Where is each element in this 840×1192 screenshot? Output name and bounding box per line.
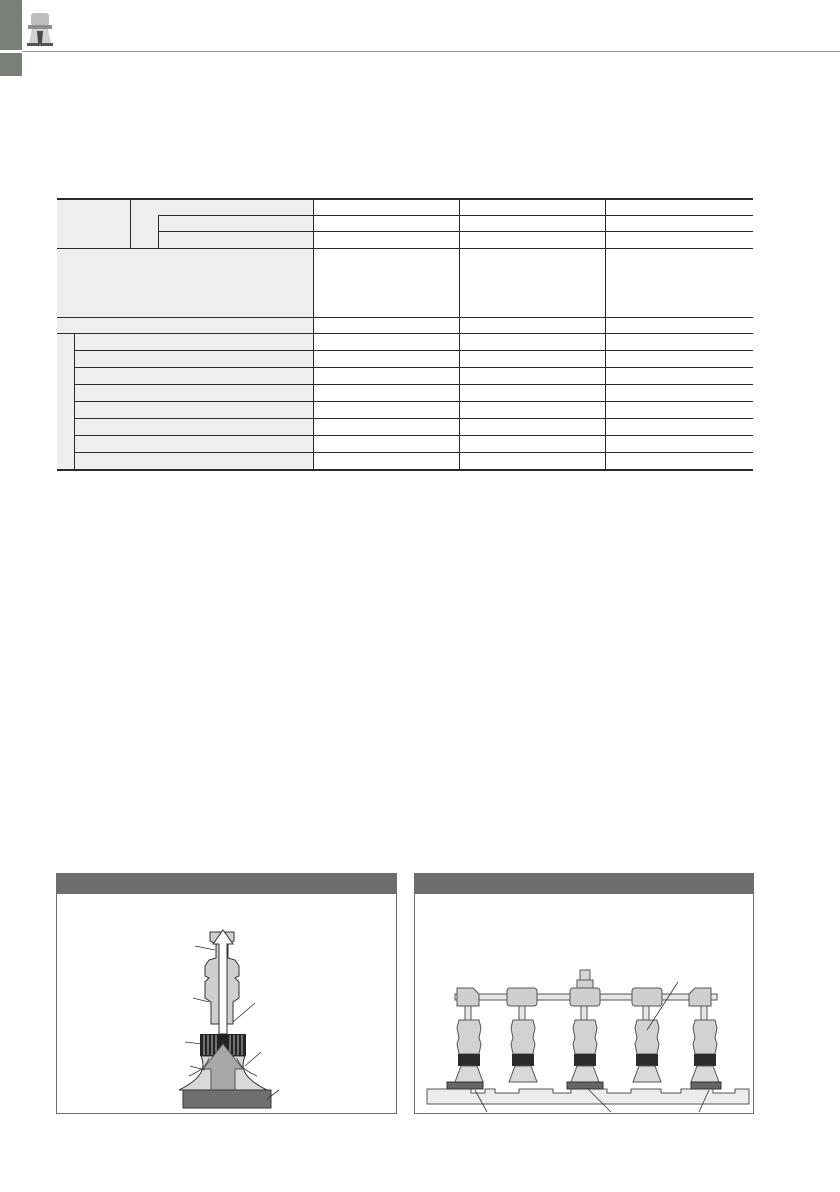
table-col-rule bbox=[158, 215, 159, 248]
table-rule bbox=[74, 401, 753, 402]
table-rule bbox=[158, 215, 753, 216]
table-col-rule bbox=[74, 333, 75, 469]
specification-table bbox=[57, 198, 753, 470]
table-rule bbox=[74, 367, 753, 368]
spec-header-block bbox=[57, 198, 130, 248]
section-tab bbox=[0, 0, 22, 76]
table-rule bbox=[74, 384, 753, 385]
table-col-rule bbox=[130, 198, 131, 248]
header-rule bbox=[22, 51, 840, 52]
section-tab-divider bbox=[0, 50, 22, 53]
table-col-rule bbox=[605, 198, 606, 470]
table-rule bbox=[57, 333, 753, 334]
table-rule bbox=[74, 452, 753, 453]
table-rule bbox=[74, 418, 753, 419]
table-rule bbox=[57, 198, 753, 200]
table-rule bbox=[57, 317, 753, 318]
spec-header-row-single bbox=[57, 317, 313, 333]
table-rule bbox=[74, 350, 753, 351]
table-col-rule bbox=[313, 198, 314, 470]
table-rule bbox=[74, 435, 753, 436]
table-col-rule bbox=[459, 198, 460, 470]
vacuum-flow-illustration bbox=[57, 894, 396, 1113]
figure-title-bar bbox=[57, 874, 396, 894]
vacuum-flow-figure bbox=[56, 873, 397, 1114]
figure-title-bar bbox=[415, 874, 753, 894]
table-rule bbox=[57, 248, 753, 249]
table-rule bbox=[57, 469, 753, 471]
manifold-figure bbox=[414, 873, 754, 1114]
table-rule bbox=[158, 231, 753, 232]
spec-header-row1 bbox=[130, 198, 313, 215]
suction-cup-logo-icon bbox=[27, 13, 53, 47]
manifold-illustration bbox=[415, 894, 753, 1113]
spec-header-tall-row bbox=[57, 248, 313, 317]
